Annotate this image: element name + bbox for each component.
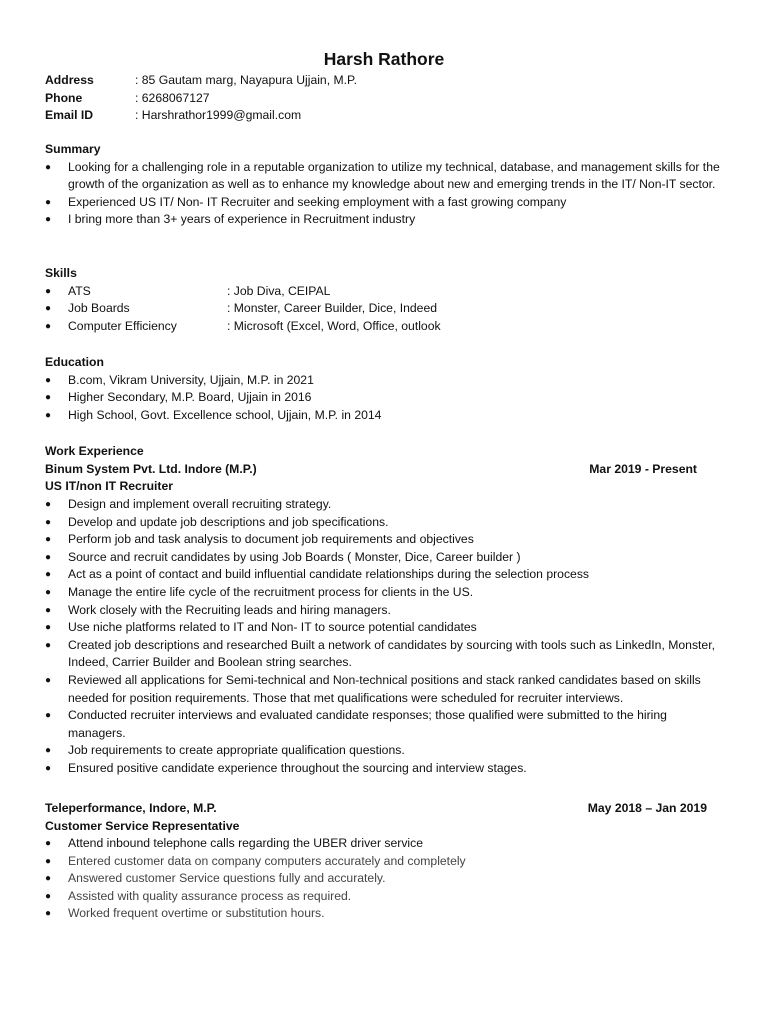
contact-label: Address — [45, 73, 94, 87]
bullet-icon: ● — [45, 285, 52, 297]
bullet-icon: ● — [45, 622, 52, 634]
bullet-text: Looking for a challenging role in a reputable organization to utilize my technical, database, and management skills for the growth of the organization as well as to enhance my knowledge about new and emerging trends in the IT/ Non-IT sector. — [68, 159, 720, 192]
bullet-icon: ● — [45, 392, 52, 404]
skill-name: ATS — [68, 283, 91, 298]
list-item — [45, 531, 725, 549]
section-title: Education — [45, 355, 104, 369]
contact-row-email — [45, 107, 357, 125]
job-1-duties — [45, 496, 725, 778]
skill-name: Computer Efficiency — [68, 318, 177, 333]
list-item — [45, 211, 725, 229]
bullet-text: Reviewed all applications for Semi-technical and Non-technical positions and stack ranked candidates based on skills needed for position requirements. Those that met qualifications were scheduled for recruiter interviews. — [68, 672, 701, 705]
job-dates: Mar 2019 - Present — [589, 461, 697, 476]
bullet-text: B.com, Vikram University, Ujjain, M.P. in 2021 — [68, 372, 314, 387]
bullet-text: I bring more than 3+ years of experience in Recruitment industry — [68, 212, 416, 227]
list-item — [45, 888, 725, 906]
contact-row-phone — [45, 90, 357, 108]
bullet-icon: ● — [45, 569, 52, 581]
bullet-text: Created job descriptions and researched Built a network of candidates by sourcing with tools such as LinkedIn, Monster, Indeed, Carrier Builder and Boolean string searches. — [68, 637, 715, 670]
bullet-icon: ● — [45, 908, 52, 920]
list-item — [45, 742, 725, 760]
bullet-text: Higher Secondary, M.P. Board, Ujjain in 2016 — [68, 390, 312, 405]
contact-row-address — [45, 72, 357, 90]
skill-row — [45, 300, 725, 318]
company-name: Binum System Pvt. Ltd. Indore (M.P.) — [45, 461, 257, 476]
bullet-text: Source and recruit candidates by using Job Boards ( Monster, Dice, Career builder ) — [68, 549, 521, 564]
list-item — [45, 760, 725, 778]
skill-name: Job Boards — [68, 301, 130, 316]
bullet-icon: ● — [45, 551, 52, 563]
bullet-icon: ● — [45, 604, 52, 616]
bullet-icon: ● — [45, 586, 52, 598]
job-2-duties — [45, 835, 725, 923]
list-item — [45, 853, 725, 871]
job-role: US IT/non IT Recruiter — [45, 479, 173, 494]
bullet-icon: ● — [45, 161, 52, 173]
skill-value: : Monster, Career Builder, Dice, Indeed — [227, 301, 438, 316]
list-item — [45, 549, 725, 567]
bullet-text: Develop and update job descriptions and job specifications. — [68, 514, 389, 529]
list-item — [45, 905, 725, 923]
list-item — [45, 496, 725, 514]
bullet-text: Experienced US IT/ Non- IT Recruiter and seeking employment with a fast growing company — [68, 194, 567, 209]
bullet-text: Ensured positive candidate experience throughout the sourcing and interview stages. — [68, 760, 527, 775]
list-item — [45, 389, 725, 407]
bullet-icon: ● — [45, 710, 52, 722]
bullet-text: Entered customer data on company computers accurately and completely — [68, 853, 466, 868]
skill-row — [45, 318, 725, 336]
contact-value: : Harshrathor1999@gmail.com — [135, 108, 302, 123]
list-item — [45, 637, 725, 672]
list-item — [45, 159, 725, 194]
skill-value: : Job Diva, CEIPAL — [227, 283, 331, 298]
contact-value: : 85 Gautam marg, Nayapura Ujjain, M.P. — [135, 73, 357, 87]
job-dates: May 2018 – Jan 2019 — [587, 801, 707, 815]
bullet-text: Worked frequent overtime or substitution hours. — [68, 906, 325, 921]
contact-label: Phone — [45, 90, 83, 105]
bullet-text: Use niche platforms related to IT and Non- IT to source potential candidates — [68, 620, 477, 635]
bullet-text: High School, Govt. Excellence school, Ujjain, M.P. in 2014 — [68, 407, 382, 422]
skill-row — [45, 283, 725, 301]
list-item — [45, 372, 725, 390]
contact-block — [45, 72, 357, 125]
summary-section — [45, 141, 725, 229]
work-section — [45, 443, 697, 496]
list-item — [45, 566, 725, 584]
bullet-icon: ● — [45, 320, 52, 332]
resume-name: Harsh Rathore — [323, 49, 445, 69]
bullet-text: Perform job and task analysis to document job requirements and objectives — [68, 532, 474, 547]
section-title: Summary — [45, 142, 101, 156]
bullet-icon: ● — [45, 855, 52, 867]
list-item — [45, 407, 725, 425]
bullet-icon: ● — [45, 890, 52, 902]
skills-section — [45, 265, 725, 335]
bullet-text: Assisted with quality assurance process as required. — [68, 888, 352, 903]
education-section — [45, 354, 725, 424]
bullet-icon: ● — [45, 639, 52, 651]
bullet-icon: ● — [45, 534, 52, 546]
bullet-text: Design and implement overall recruiting strategy. — [68, 497, 332, 511]
company-name: Teleperformance, Indore, M.P. — [45, 801, 217, 815]
list-item — [45, 870, 725, 888]
job-header — [45, 800, 707, 818]
job-header — [45, 461, 697, 479]
duties-list — [45, 835, 725, 853]
job-2-header — [45, 800, 707, 835]
bullet-icon: ● — [45, 516, 52, 528]
bullet-icon: ● — [45, 674, 52, 686]
bullet-icon: ● — [45, 838, 52, 849]
list-item — [45, 602, 725, 620]
bullet-icon: ● — [45, 499, 52, 510]
section-title: Skills — [45, 266, 77, 280]
skill-value: : Microsoft (Excel, Word, Office, outlook — [227, 318, 441, 333]
bullet-icon: ● — [45, 196, 52, 208]
duties-list — [45, 496, 725, 778]
job-role: Customer Service Representative — [45, 818, 240, 833]
summary-list — [45, 159, 725, 229]
education-list — [45, 372, 725, 425]
bullet-icon: ● — [45, 762, 52, 774]
bullet-icon: ● — [45, 409, 52, 421]
bullet-text: Job requirements to create appropriate qualification questions. — [68, 743, 405, 758]
bullet-icon: ● — [45, 303, 52, 315]
bullet-icon: ● — [45, 374, 52, 386]
list-item — [45, 194, 725, 212]
section-title: Work Experience — [45, 444, 144, 458]
list-item — [45, 835, 725, 853]
list-item — [45, 707, 725, 742]
list-item — [45, 619, 725, 637]
bullet-text: Manage the entire life cycle of the recruitment process for clients in the US. — [68, 584, 474, 599]
bullet-text: Attend inbound telephone calls regarding the UBER driver service — [68, 836, 423, 850]
bullet-text: Work closely with the Recruiting leads and hiring managers. — [68, 602, 391, 617]
bullet-text: Conducted recruiter interviews and evaluated candidate responses; those qualified were submitted to the hiring managers. — [68, 708, 667, 740]
bullet-icon: ● — [45, 873, 52, 885]
bullet-text: Act as a point of contact and build influential candidate relationships during the selection process — [68, 567, 590, 582]
list-item — [45, 584, 725, 602]
list-item — [45, 514, 725, 532]
bullet-icon: ● — [45, 214, 52, 226]
contact-label: Email ID — [45, 108, 94, 123]
contact-value: : 6268067127 — [135, 90, 210, 105]
bullet-icon: ● — [45, 745, 52, 757]
duties-list-gray — [45, 853, 725, 923]
bullet-text: Answered customer Service questions fully and accurately. — [68, 871, 386, 886]
list-item — [45, 672, 725, 707]
